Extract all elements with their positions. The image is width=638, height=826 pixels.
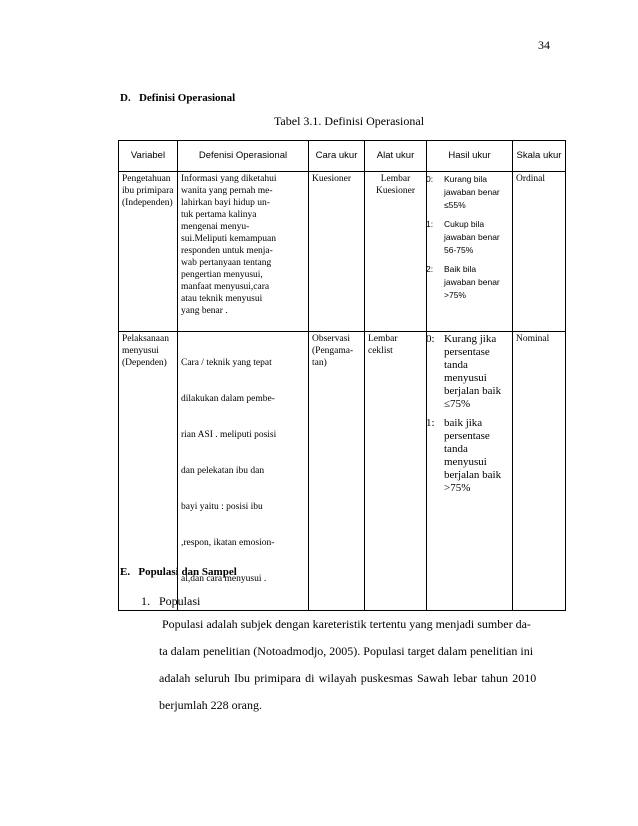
- subsection-populasi: [141, 594, 200, 609]
- hasil-list: [426, 173, 509, 302]
- cell-text: Cara / teknik yang tepat: [181, 358, 272, 368]
- cell-text: ibu primipara: [122, 186, 174, 196]
- item-number: 0:: [426, 174, 434, 184]
- subsection-title: Populasi: [159, 594, 201, 608]
- cell-text: sui.Meliputi kemampuan: [181, 234, 276, 244]
- cell-alat-ukur: [365, 332, 427, 611]
- item-text: Kurang jika: [444, 333, 497, 345]
- header-variabel: Variabel: [119, 141, 178, 172]
- cell-definisi: [178, 172, 309, 332]
- cell-text: Ordinal: [516, 174, 546, 184]
- cell-text: ceklist: [368, 346, 393, 356]
- cell-text: manfaat menyusui,cara: [181, 282, 270, 292]
- item-text: menyusui: [444, 456, 487, 468]
- paragraph-line: berjumlah 228 orang.: [159, 698, 262, 712]
- cell-skala: [513, 332, 566, 611]
- cell-text: bayi yaitu : posisi ibu: [181, 502, 263, 512]
- section-e-title: Populasi dan Sampel: [138, 566, 237, 578]
- cell-text: dilakukan dalam pembe-: [181, 394, 275, 404]
- item-text: baik jika: [444, 417, 483, 429]
- cell-text: Kuesioner: [375, 186, 416, 196]
- definition-table: [118, 140, 566, 611]
- section-e-heading: [120, 566, 237, 578]
- cell-text: ,respon, ikatan emosion-: [181, 538, 275, 548]
- cell-text: menyusui: [122, 346, 159, 356]
- paragraph-line: ta dalam penelitian (Notoadmodjo, 2005). Populasi target dalam penelitian ini: [159, 644, 534, 658]
- section-d-title: Definisi Operasional: [138, 92, 236, 104]
- item-text: ≤55%: [444, 200, 466, 210]
- item-text: persentase: [444, 346, 490, 358]
- table-row: [119, 172, 566, 332]
- cell-variabel: [119, 172, 178, 332]
- item-text: menyusui: [444, 372, 487, 384]
- cell-text: yang benar .: [181, 306, 228, 316]
- cell-text: tuk pertama kalinya: [181, 210, 257, 220]
- header-skala-ukur: Skala ukur: [513, 141, 566, 172]
- item-number: 1:: [426, 417, 435, 429]
- page-number: 34: [538, 38, 550, 52]
- cell-cara-ukur: [309, 172, 365, 332]
- cell-skala: [513, 172, 566, 332]
- cell-alat-ukur: [365, 172, 427, 332]
- item-number: 2:: [426, 264, 434, 274]
- table-caption: Tabel 3.1. Definisi Operasional: [273, 114, 425, 128]
- cell-text: Pelaksanaan: [122, 334, 169, 344]
- cell-hasil-ukur: [427, 172, 513, 332]
- cell-text: wanita yang pernah me-: [181, 186, 273, 196]
- cell-text: Pengetahuan: [122, 174, 171, 184]
- cell-text: wab pertanyaan tentang: [181, 258, 272, 268]
- list-item: [426, 218, 509, 257]
- paragraph-populasi: [159, 611, 552, 719]
- header-alat-ukur: Alat ukur: [365, 141, 427, 172]
- item-text: ≤75%: [444, 398, 471, 410]
- paragraph-line: adalah seluruh Ibu primipara di wilayah puskesmas Sawah lebar tahun 2010: [159, 671, 537, 685]
- list-item: [426, 417, 509, 495]
- table-caption-wrap: [0, 114, 638, 129]
- item-text: jawaban benar: [444, 187, 500, 197]
- cell-text: responden untuk menja-: [181, 246, 273, 256]
- item-text: persentase: [444, 430, 490, 442]
- cell-text: (Dependen): [122, 358, 167, 368]
- item-text: jawaban benar: [444, 277, 500, 287]
- list-item: [426, 333, 509, 411]
- cell-text: dan pelekatan ibu dan: [181, 466, 265, 476]
- list-item: [426, 263, 509, 302]
- header-cara-ukur: Cara ukur: [309, 141, 365, 172]
- header-hasil-ukur: Hasil ukur: [427, 141, 513, 172]
- item-text: 56-75%: [444, 245, 474, 255]
- cell-text: Observasi: [312, 334, 350, 344]
- cell-hasil-ukur: [427, 332, 513, 611]
- header-definisi: Defenisi Operasional: [178, 141, 309, 172]
- section-d-heading: [120, 92, 235, 104]
- item-text: tanda: [444, 443, 468, 455]
- cell-text: tan): [312, 358, 327, 368]
- paragraph-line: Populasi adalah subjek dengan kareteristik tertentu yang menjadi sumber da-: [159, 617, 531, 631]
- item-text: Baik bila: [444, 264, 477, 274]
- item-text: Cukup bila: [444, 219, 485, 229]
- cell-text: Nominal: [516, 334, 550, 344]
- hasil-list: [426, 333, 509, 495]
- item-text: >75%: [444, 482, 471, 494]
- section-e-label: E.: [120, 566, 131, 578]
- cell-text: (Pengama-: [312, 346, 354, 356]
- item-number: 1:: [426, 219, 434, 229]
- cell-text: Kuesioner: [312, 174, 352, 184]
- item-text: >75%: [444, 290, 466, 300]
- cell-text: Lembar: [380, 174, 411, 184]
- item-text: berjalan baik: [444, 385, 502, 397]
- cell-text: al,dan cara menyusui .: [181, 574, 267, 584]
- item-text: Kurang bila: [444, 174, 488, 184]
- subsection-label: 1.: [141, 594, 150, 608]
- table-header-row: [119, 141, 566, 172]
- item-text: tanda: [444, 359, 468, 371]
- item-text: berjalan baik: [444, 469, 502, 481]
- cell-text: Lembar: [368, 334, 398, 344]
- item-number: 0:: [426, 333, 435, 345]
- cell-text: rian ASI . meliputi posisi: [181, 430, 277, 440]
- cell-text: atau teknik menyusui: [181, 294, 263, 304]
- cell-text: pengertian menyusui,: [181, 270, 263, 280]
- cell-text: (Independen): [122, 198, 173, 208]
- section-d-label: D.: [120, 92, 131, 104]
- item-text: jawaban benar: [444, 232, 500, 242]
- cell-text: mengenai menyu-: [181, 222, 250, 232]
- list-item: [426, 173, 509, 212]
- cell-cara-ukur: [309, 332, 365, 611]
- cell-text: lahirkan bayi hidup un-: [181, 198, 270, 208]
- cell-text: Informasi yang diketahui: [181, 174, 277, 184]
